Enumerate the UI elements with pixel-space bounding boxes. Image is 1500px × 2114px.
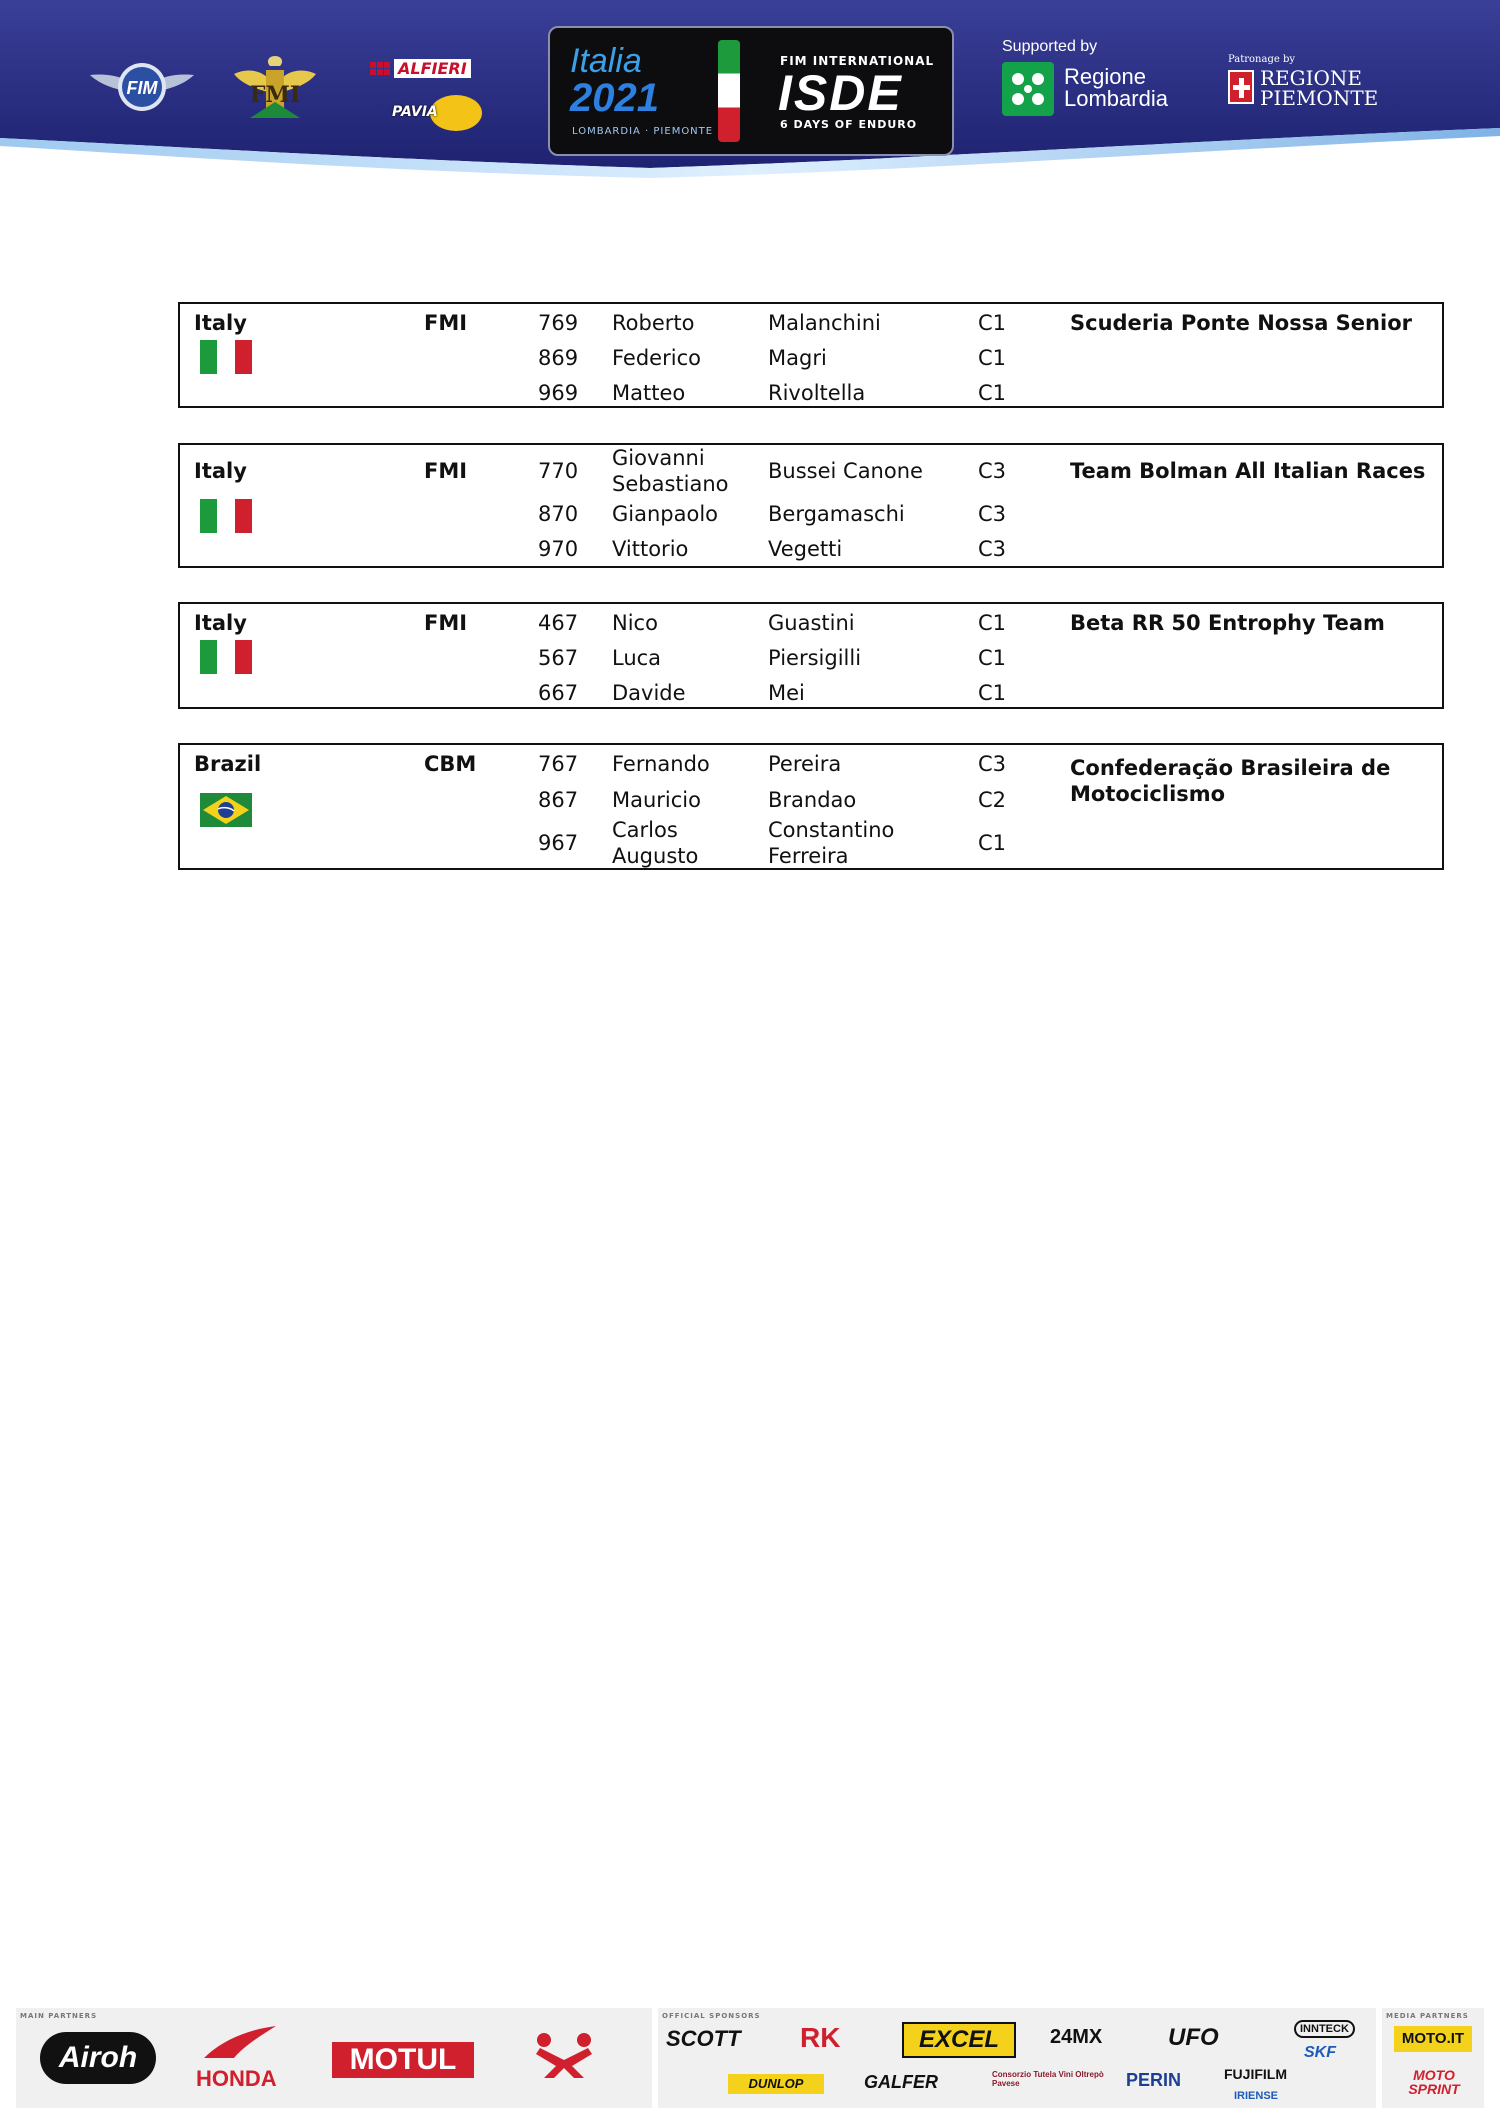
rider-first-name: Mauricio <box>612 788 701 812</box>
isde-event-logo <box>548 26 954 156</box>
media-partners-label: MEDIA PARTNERS <box>1386 2012 1469 2020</box>
rider-number: 767 <box>538 752 579 776</box>
event-year: 2021 <box>570 76 659 120</box>
team-name: Beta RR 50 Entrophy Team <box>1070 611 1385 635</box>
rider-first-name: Nico <box>612 611 658 635</box>
sponsor-iriense: IRIENSE <box>1234 2090 1279 2102</box>
rider-last-name: Mei <box>768 681 805 705</box>
rider-number: 970 <box>538 537 579 561</box>
rider-first-name: Luca <box>612 646 662 670</box>
six-days-of-enduro: 6 DAYS OF ENDURO <box>780 118 918 131</box>
rider-class: C3 <box>978 752 1007 776</box>
rider-number: 467 <box>538 611 579 635</box>
rider-class: C1 <box>978 681 1007 705</box>
rider-last-name: Guastini <box>768 611 855 635</box>
kappa-logo-icon <box>514 2030 614 2080</box>
sponsor-dunlop: DUNLOP <box>728 2074 824 2094</box>
honda-wing-icon <box>200 2022 280 2062</box>
rider-number: 969 <box>538 381 579 405</box>
sponsor-fujifilm: FUJIFILM <box>1224 2066 1287 2082</box>
sponsor-motul: MOTUL <box>332 2042 474 2078</box>
rider-first-name: Davide <box>612 681 686 705</box>
rider-first-name: Federico <box>612 346 701 370</box>
tricolore-stripe-icon <box>718 40 740 142</box>
rider-number: 867 <box>538 788 579 812</box>
official-sponsors-panel <box>658 2008 1376 2108</box>
rider-last-name: Bussei Canone <box>768 459 923 483</box>
rider-first-name: Carlos Augusto <box>612 818 699 868</box>
fim-logo <box>88 55 196 115</box>
isde-title: ISDE <box>778 65 903 121</box>
sponsor-skf: SKF <box>1304 2044 1336 2061</box>
rider-first-name: Fernando <box>612 752 710 776</box>
team-table <box>178 302 1444 408</box>
rider-number: 870 <box>538 502 579 526</box>
header-banner <box>0 0 1500 180</box>
event-italia: Italia <box>570 42 642 80</box>
sponsor-honda: HONDA <box>196 2066 277 2091</box>
svg-text:FIM: FIM <box>126 78 158 98</box>
sponsor-galfer: GALFER <box>864 2072 938 2092</box>
team-name: Confederação Brasileira de Motociclismo <box>1070 756 1391 806</box>
team-country: Italy <box>194 611 247 635</box>
rider-first-name: Matteo <box>612 381 686 405</box>
supported-by-label: Supported by <box>1002 38 1098 55</box>
sponsor-airoh: Airoh <box>40 2032 156 2084</box>
sponsor-moto-it: MOTO.IT <box>1394 2026 1472 2052</box>
sponsor-excel: EXCEL <box>902 2022 1016 2058</box>
rider-class: C2 <box>978 788 1007 812</box>
media-partners-panel <box>1382 2008 1484 2108</box>
brazil-flag-icon <box>200 793 252 827</box>
main-partners-label: MAIN PARTNERS <box>20 2012 98 2020</box>
team-table <box>178 743 1444 870</box>
team-federation: FMI <box>424 311 468 335</box>
rider-last-name: Brandao <box>768 788 857 812</box>
rider-first-name: Giovanni Sebastiano <box>612 446 729 496</box>
sponsor-footer <box>16 2008 1484 2108</box>
sponsor-24mx: 24MX <box>1050 2026 1103 2048</box>
rider-number: 667 <box>538 681 579 705</box>
rider-number: 567 <box>538 646 579 670</box>
fim-international: FIM INTERNATIONAL <box>780 54 935 68</box>
italy-flag-icon <box>200 499 252 533</box>
sponsor-consorzio: Consorzio Tutela Vini Oltrepò Pavese <box>992 2070 1104 2088</box>
team-table <box>178 443 1444 568</box>
rider-number: 967 <box>538 831 579 855</box>
rider-last-name: Rivoltella <box>768 381 866 405</box>
team-country: Italy <box>194 459 247 483</box>
rider-first-name: Gianpaolo <box>612 502 719 526</box>
rider-number: 770 <box>538 459 579 483</box>
rider-class: C3 <box>978 459 1007 483</box>
main-partners-panel <box>16 2008 652 2108</box>
rider-last-name: Constantino Ferreira <box>768 818 895 868</box>
regione-lombardia-text: Regione Lombardia <box>1064 64 1168 111</box>
sponsor-ufo: UFO <box>1168 2024 1219 2051</box>
team-federation: FMI <box>424 459 468 483</box>
patronage-label: Patronage by <box>1228 54 1296 65</box>
event-region: LOMBARDIA · PIEMONTE <box>572 126 714 137</box>
rider-class: C3 <box>978 537 1007 561</box>
team-name: Team Bolman All Italian Races <box>1070 459 1426 483</box>
rider-first-name: Vittorio <box>612 537 689 561</box>
svg-text:FMI: FMI <box>249 82 301 108</box>
team-table <box>178 602 1444 709</box>
rider-last-name: Pereira <box>768 752 842 776</box>
rider-class: C1 <box>978 381 1007 405</box>
italy-flag-icon <box>200 340 252 374</box>
rider-class: C1 <box>978 831 1007 855</box>
fmi-logo <box>230 48 320 128</box>
rider-first-name: Roberto <box>612 311 695 335</box>
rider-last-name: Magri <box>768 346 827 370</box>
rider-last-name: Piersigilli <box>768 646 862 670</box>
rider-last-name: Bergamaschi <box>768 502 905 526</box>
sponsor-inntek: INNTECK <box>1294 2020 1355 2038</box>
team-country: Italy <box>194 311 247 335</box>
alfieri-grid-icon <box>370 62 390 75</box>
sponsor-moto-sprint: MOTO SPRINT <box>1408 2067 1460 2097</box>
rider-class: C1 <box>978 646 1007 670</box>
sponsor-rk: RK <box>800 2022 841 2053</box>
rider-number: 869 <box>538 346 579 370</box>
regione-piemonte-cross-icon <box>1228 70 1254 104</box>
sponsor-perin: PERIN <box>1126 2070 1182 2090</box>
regione-lombardia-rose-icon <box>1002 62 1054 116</box>
alfieri-logo: ALFIERI <box>370 58 510 78</box>
rider-last-name: Vegetti <box>768 537 843 561</box>
official-sponsors-label: OFFICIAL SPONSORS <box>662 2012 761 2020</box>
team-name: Scuderia Ponte Nossa Senior <box>1070 311 1412 335</box>
italy-flag-icon <box>200 640 252 674</box>
team-federation: CBM <box>424 752 477 776</box>
pavia-logo: PAVIA <box>392 95 482 131</box>
sponsor-scott: SCOTT <box>666 2026 741 2051</box>
rider-class: C1 <box>978 311 1007 335</box>
team-country: Brazil <box>194 752 262 776</box>
rider-last-name: Malanchini <box>768 311 881 335</box>
rider-class: C3 <box>978 502 1007 526</box>
regione-piemonte-text: REGIONE PIEMONTE <box>1260 66 1379 110</box>
rider-class: C1 <box>978 611 1007 635</box>
rider-class: C1 <box>978 346 1007 370</box>
rider-number: 769 <box>538 311 579 335</box>
team-federation: FMI <box>424 611 468 635</box>
